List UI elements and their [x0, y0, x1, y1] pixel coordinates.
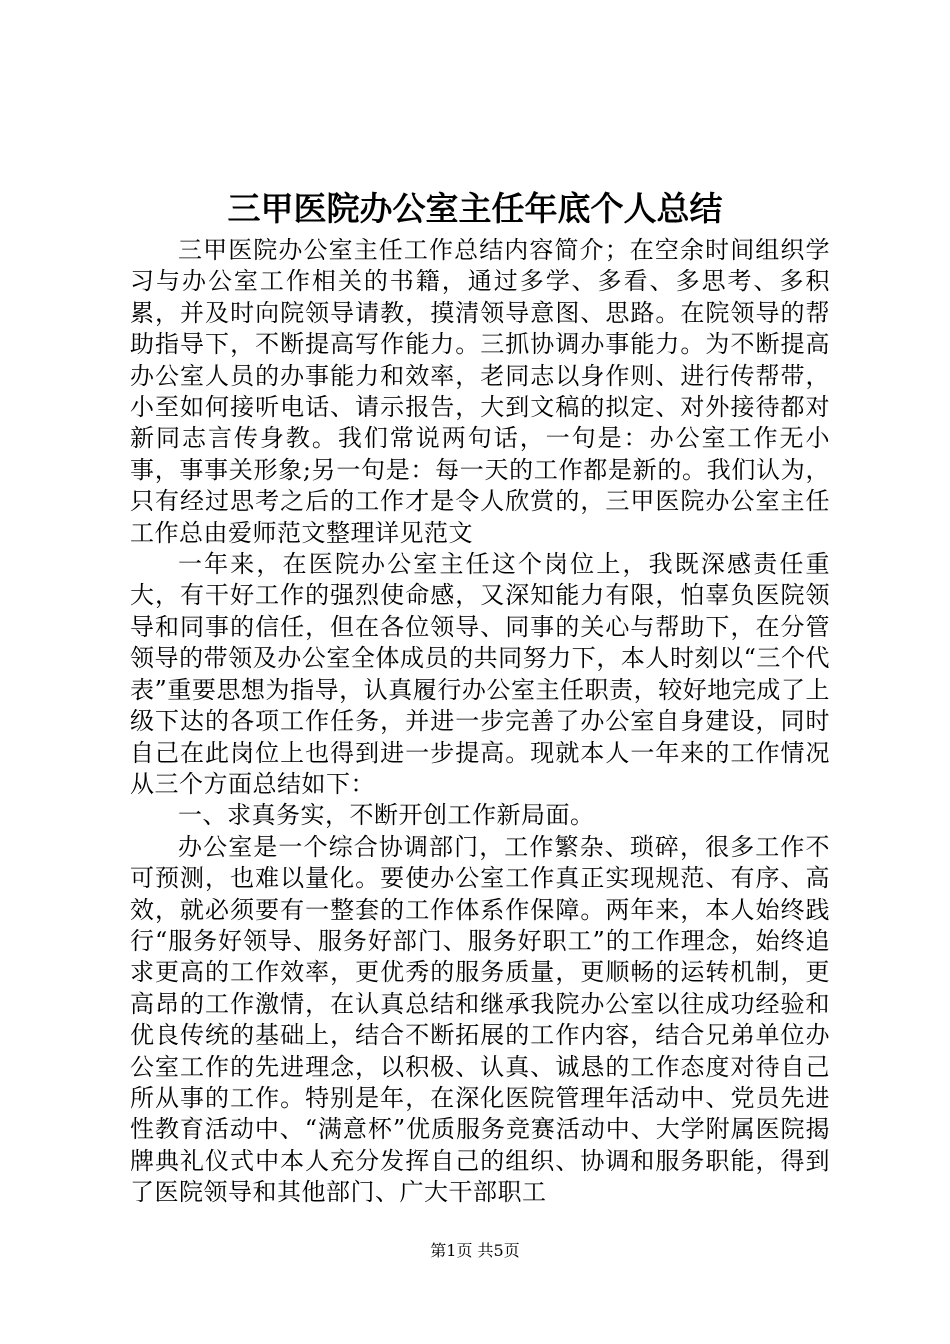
paragraph-office-work: 办公室是一个综合协调部门，工作繁杂、琐碎，很多工作不可预测，也难以量化。要使办公室工作真正实现规范、有序、高效，就必须要有一整套的工作体系作保障。两年来，本人始终践行“服务好领导、服务好部门、服务好职工”的工作理念，始终追求更高的工作效率，更优秀的服务质量，更顺畅的运转机制，更高昂的工作激情，在认真总结和继承我院办公室以往成功经验和优良传统的基础上，结合不断拓展的工作内容，结合兄弟单位办公室工作的先进理念，以积极、认真、诚恳的工作态度对待自己所从事的工作。特别是年，在深化医院管理年活动中、党员先进性教育活动中、“满意杯”优质服务竞赛活动中、大学附属医院揭牌典礼仪式中本人充分发挥自己的组织、协调和服务职能，得到了医院领导和其他部门、广大干部职工 [130, 832, 830, 1207]
section-heading-1: 一、求真务实，不断开创工作新局面。 [178, 801, 595, 830]
document-title: 三甲医院办公室主任年底个人总结 [227, 189, 723, 228]
paragraph-intro: 三甲医院办公室主任工作总结内容简介；在空余时间组织学习与办公室工作相关的书籍，通过多学、多看、多思考、多积累，并及时向院领导请教，摸清领导意图、思路。在院领导的帮助指导下，不断提高写作能力。三抓协调办事能力。为不断提高办公室人员的办事能力和效率，老同志以身作则、进行传帮带，小至如何接听电话、请示报告，大到文稿的拟定、对外接待都对新同志言传身教。我们常说两句话，一句是：办公室工作无小事，事事关形象;另一句是：每一天的工作都是新的。我们认为，只有经过思考之后的工作才是令人欣赏的，三甲医院办公室主任工作总由爱师范文整理详见范文 [130, 236, 830, 547]
page-footer: 第1页 共5页 [430, 1241, 520, 1260]
paragraph-year-review: 一年来，在医院办公室主任这个岗位上，我既深感责任重大，有干好工作的强烈使命感，又深知能力有限，怕辜负医院领导和同事的信任，但在各位领导、同事的关心与帮助下，在分管领导的带领及办公室全体成员的共同努力下，本人时刻以“三个代表”重要思想为指导，认真履行办公室主任职责，较好地完成了上级下达的各项工作任务，并进一步完善了办公室自身建设，同时自己在此岗位上也得到进一步提高。现就本人一年来的工作情况从三个方面总结如下： [130, 550, 830, 798]
document-body [130, 235, 830, 1209]
